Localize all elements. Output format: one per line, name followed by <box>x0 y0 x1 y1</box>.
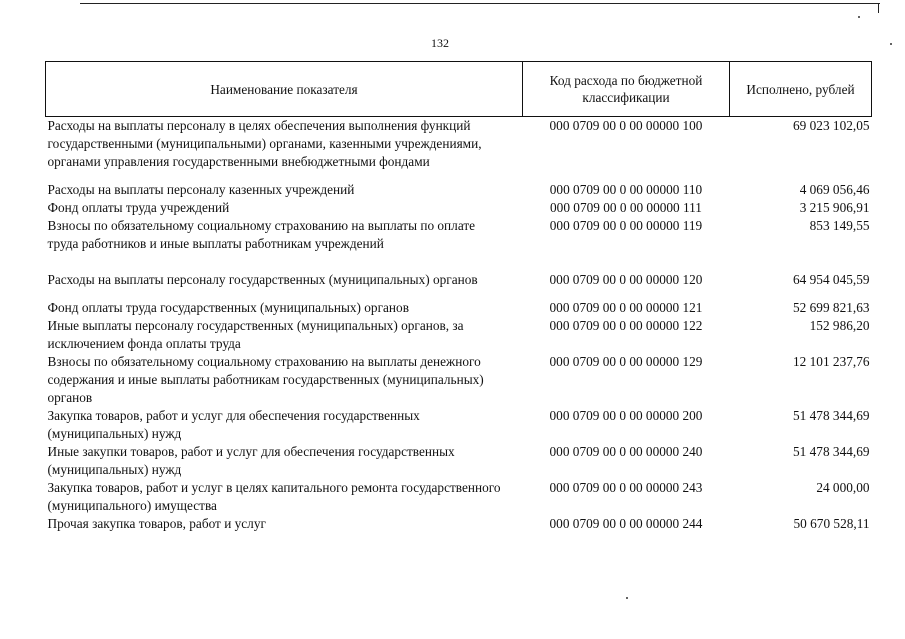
row-amount: 69 023 102,05 <box>793 118 870 133</box>
table-row <box>46 199 872 217</box>
row-amount: 152 986,20 <box>809 318 870 333</box>
row-name: Расходы на выплаты персоналу государственных (муниципальных) органов <box>47 272 478 287</box>
row-code: 000 0709 00 0 00 00000 119 <box>549 218 703 233</box>
row-name: Закупка товаров, работ и услуг в целях капитального ремонта государственного (муниципального) имущества <box>47 480 501 513</box>
table-header-row <box>46 62 872 117</box>
row-name: Взносы по обязательному социальному страхованию на выплаты денежного содержания и иные выплаты работникам государственных (муниципальных) органов <box>47 354 484 405</box>
row-name: Прочая закупка товаров, работ и услуг <box>47 516 266 531</box>
header-code: Код расхода по бюджетной классификации <box>523 62 730 117</box>
header-name: Наименование показателя <box>46 62 523 117</box>
table-row <box>46 117 872 182</box>
row-amount: 4 069 056,46 <box>799 182 870 197</box>
row-name: Фонд оплаты труда учреждений <box>47 200 230 215</box>
row-name: Иные выплаты персоналу государственных (муниципальных) органов, за исключением фонда оплаты труда <box>47 318 464 351</box>
row-code: 000 0709 00 0 00 00000 129 <box>549 354 703 369</box>
row-name: Расходы на выплаты персоналу казенных учреждений <box>47 182 355 197</box>
row-code: 000 0709 00 0 00 00000 120 <box>549 272 703 287</box>
row-code: 000 0709 00 0 00 00000 121 <box>549 300 703 315</box>
row-code: 000 0709 00 0 00 00000 122 <box>549 318 703 333</box>
row-code: 000 0709 00 0 00 00000 110 <box>549 182 703 197</box>
row-amount: 64 954 045,59 <box>793 272 870 287</box>
row-amount: 50 670 528,11 <box>793 516 870 531</box>
row-amount: 52 699 821,63 <box>793 300 870 315</box>
row-amount: 24 000,00 <box>816 480 870 495</box>
page-number: 132 <box>431 36 449 50</box>
row-name: Иные закупки товаров, работ и услуг для обеспечения государственных (муниципальных) нужд <box>47 444 455 477</box>
row-code: 000 0709 00 0 00 00000 243 <box>549 480 703 495</box>
row-code: 000 0709 00 0 00 00000 100 <box>549 118 703 133</box>
row-amount: 3 215 906,91 <box>799 200 870 215</box>
scan-speck <box>890 43 892 45</box>
row-name: Расходы на выплаты персоналу в целях обеспечения выполнения функций государственными (муниципальными) органами, казенными учреждениями, органами управления государственными внебюджетными фондами <box>47 118 482 169</box>
table-row <box>46 217 872 271</box>
table-row <box>46 353 872 407</box>
row-code: 000 0709 00 0 00 00000 240 <box>549 444 703 459</box>
table-row <box>46 317 872 353</box>
table-row <box>46 271 872 299</box>
row-name: Закупка товаров, работ и услуг для обеспечения государственных (муниципальных) нужд <box>47 408 420 441</box>
table-row <box>46 443 872 479</box>
budget-execution-table <box>45 61 872 533</box>
row-name: Фонд оплаты труда государственных (муниципальных) органов <box>47 300 409 315</box>
row-amount: 853 149,55 <box>809 218 870 233</box>
table-row <box>46 181 872 199</box>
table-row <box>46 407 872 443</box>
scan-border-top <box>80 3 880 4</box>
table-row <box>46 515 872 533</box>
scan-speck <box>626 597 628 599</box>
scan-speck <box>858 16 860 18</box>
table-row <box>46 479 872 515</box>
row-name: Взносы по обязательному социальному страхованию на выплаты по оплате труда работников и иные выплаты работникам учреждений <box>47 218 476 251</box>
row-code: 000 0709 00 0 00 00000 244 <box>549 516 703 531</box>
row-code: 000 0709 00 0 00 00000 200 <box>549 408 703 423</box>
row-amount: 51 478 344,69 <box>793 444 870 459</box>
row-code: 000 0709 00 0 00 00000 111 <box>550 200 702 215</box>
table-row <box>46 299 872 317</box>
row-amount: 12 101 237,76 <box>793 354 870 369</box>
row-amount: 51 478 344,69 <box>793 408 870 423</box>
header-executed: Исполнено, рублей <box>730 62 872 117</box>
scan-border-top-right <box>878 3 879 13</box>
